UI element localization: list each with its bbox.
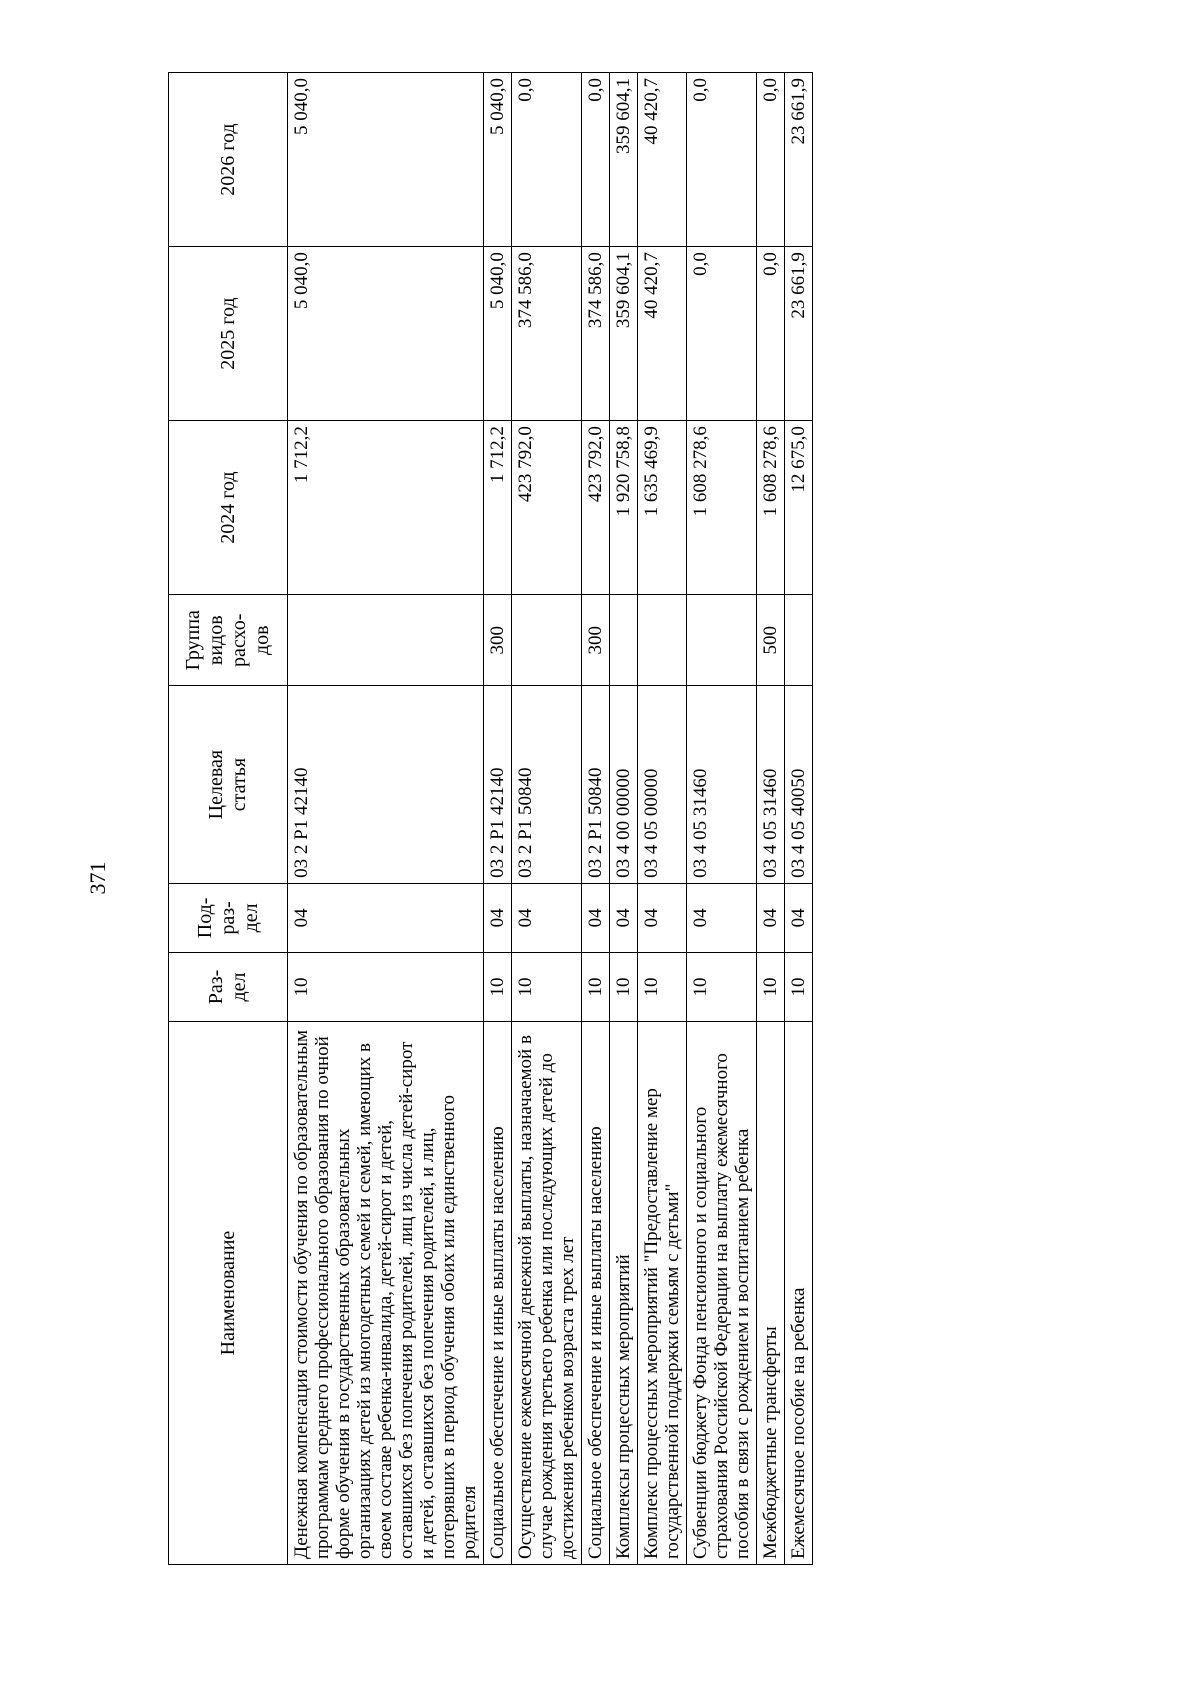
cell-2026: 23 661,9 bbox=[785, 73, 813, 247]
cell-name: Комплексы процессных мероприятий bbox=[610, 1022, 638, 1565]
cell-gruppa bbox=[785, 595, 813, 686]
cell-2025: 374 586,0 bbox=[582, 247, 610, 421]
header-gruppa: Группа видов расхо- дов bbox=[169, 595, 288, 686]
table-row bbox=[484, 73, 512, 1565]
cell-2024: 1 608 278,6 bbox=[757, 421, 785, 595]
cell-2025: 40 420,7 bbox=[638, 247, 687, 421]
cell-name: Денежная компенсация стоимости обучения по образовательным программам среднего профессионального образования по очной форме обучения в государственных образовательных организациях детей из многодетных семей и семей, имеющих в своем составе ребенка-инвалида, детей-сирот и детей, оставшихся без попечения родителей, лиц из числа детей-сирот и детей, оставшихся без попечения родителей, и лиц, потерявших в период обучения обоих или единственного родителя bbox=[288, 1022, 484, 1565]
table-row bbox=[687, 73, 757, 1565]
cell-name: Ежемесячное пособие на ребенка bbox=[785, 1022, 813, 1565]
cell-gruppa bbox=[638, 595, 687, 686]
table-header-row bbox=[169, 73, 288, 1565]
cell-2026: 359 604,1 bbox=[610, 73, 638, 247]
cell-podrazdel: 04 bbox=[610, 883, 638, 952]
cell-podrazdel: 04 bbox=[687, 883, 757, 952]
cell-2026: 5 040,0 bbox=[484, 73, 512, 247]
cell-razdel: 10 bbox=[582, 952, 610, 1021]
cell-name: Осуществление ежемесячной денежной выплаты, назначаемой в случае рождения третьего ребенка или последующих детей до достижения ребенком возраста трех лет bbox=[512, 1022, 582, 1565]
budget-table bbox=[168, 72, 813, 1565]
cell-razdel: 10 bbox=[610, 952, 638, 1021]
cell-celevaya: 03 4 05 00000 bbox=[638, 686, 687, 883]
header-podrazdel: Под- раз- дел bbox=[169, 883, 288, 952]
cell-celevaya: 03 2 Р1 50840 bbox=[582, 686, 610, 883]
header-celevaya: Целевая статья bbox=[169, 686, 288, 883]
cell-gruppa bbox=[610, 595, 638, 686]
cell-2024: 1 712,2 bbox=[288, 421, 484, 595]
header-2026: 2026 год bbox=[169, 73, 288, 247]
cell-gruppa: 300 bbox=[484, 595, 512, 686]
table-row bbox=[582, 73, 610, 1565]
cell-2024: 1 920 758,8 bbox=[610, 421, 638, 595]
cell-podrazdel: 04 bbox=[638, 883, 687, 952]
cell-celevaya: 03 4 00 00000 bbox=[610, 686, 638, 883]
cell-2026: 40 420,7 bbox=[638, 73, 687, 247]
cell-name: Комплекс процессных мероприятий "Предоставление мер государственной поддержки семьям с детьми" bbox=[638, 1022, 687, 1565]
cell-razdel: 10 bbox=[512, 952, 582, 1021]
cell-2025: 0,0 bbox=[687, 247, 757, 421]
cell-celevaya: 03 2 Р1 50840 bbox=[512, 686, 582, 883]
cell-name: Социальное обеспечение и иные выплаты населению bbox=[582, 1022, 610, 1565]
cell-razdel: 10 bbox=[687, 952, 757, 1021]
cell-2026: 0,0 bbox=[512, 73, 582, 247]
cell-name: Социальное обеспечение и иные выплаты населению bbox=[484, 1022, 512, 1565]
cell-gruppa bbox=[512, 595, 582, 686]
header-razdel: Раз- дел bbox=[169, 952, 288, 1021]
cell-2025: 374 586,0 bbox=[512, 247, 582, 421]
cell-celevaya: 03 2 Р1 42140 bbox=[484, 686, 512, 883]
cell-razdel: 10 bbox=[288, 952, 484, 1021]
cell-razdel: 10 bbox=[785, 952, 813, 1021]
cell-2024: 423 792,0 bbox=[582, 421, 610, 595]
header-2024: 2024 год bbox=[169, 421, 288, 595]
header-2025: 2025 год bbox=[169, 247, 288, 421]
table-row bbox=[785, 73, 813, 1565]
page-number: 371 bbox=[85, 861, 110, 895]
cell-razdel: 10 bbox=[757, 952, 785, 1021]
cell-2026: 5 040,0 bbox=[288, 73, 484, 247]
cell-2025: 5 040,0 bbox=[288, 247, 484, 421]
cell-razdel: 10 bbox=[484, 952, 512, 1021]
cell-2024: 423 792,0 bbox=[512, 421, 582, 595]
cell-2024: 1 608 278,6 bbox=[687, 421, 757, 595]
table-row bbox=[610, 73, 638, 1565]
table-row bbox=[288, 73, 484, 1565]
cell-name: Субвенции бюджету Фонда пенсионного и социального страхования Российской Федерации на выплату ежемесячного пособия в связи с рождением и воспитанием ребенка bbox=[687, 1022, 757, 1565]
cell-gruppa bbox=[288, 595, 484, 686]
header-name: Наименование bbox=[169, 1022, 288, 1565]
cell-2024: 1 635 469,9 bbox=[638, 421, 687, 595]
cell-gruppa: 500 bbox=[757, 595, 785, 686]
cell-2024: 12 675,0 bbox=[785, 421, 813, 595]
cell-celevaya: 03 4 05 31460 bbox=[757, 686, 785, 883]
cell-2025: 23 661,9 bbox=[785, 247, 813, 421]
cell-podrazdel: 04 bbox=[288, 883, 484, 952]
cell-2026: 0,0 bbox=[757, 73, 785, 247]
cell-podrazdel: 04 bbox=[582, 883, 610, 952]
cell-razdel: 10 bbox=[638, 952, 687, 1021]
cell-2025: 359 604,1 bbox=[610, 247, 638, 421]
cell-celevaya: 03 4 05 40050 bbox=[785, 686, 813, 883]
cell-celevaya: 03 4 05 31460 bbox=[687, 686, 757, 883]
cell-name: Межбюджетные трансферты bbox=[757, 1022, 785, 1565]
table-row bbox=[638, 73, 687, 1565]
cell-podrazdel: 04 bbox=[785, 883, 813, 952]
cell-2026: 0,0 bbox=[582, 73, 610, 247]
budget-table-container bbox=[168, 72, 1040, 1565]
cell-podrazdel: 04 bbox=[512, 883, 582, 952]
cell-gruppa bbox=[687, 595, 757, 686]
cell-2026: 0,0 bbox=[687, 73, 757, 247]
cell-2025: 0,0 bbox=[757, 247, 785, 421]
cell-podrazdel: 04 bbox=[757, 883, 785, 952]
cell-2025: 5 040,0 bbox=[484, 247, 512, 421]
cell-gruppa: 300 bbox=[582, 595, 610, 686]
cell-2024: 1 712,2 bbox=[484, 421, 512, 595]
cell-celevaya: 03 2 Р1 42140 bbox=[288, 686, 484, 883]
table-row bbox=[512, 73, 582, 1565]
table-row bbox=[757, 73, 785, 1565]
cell-podrazdel: 04 bbox=[484, 883, 512, 952]
